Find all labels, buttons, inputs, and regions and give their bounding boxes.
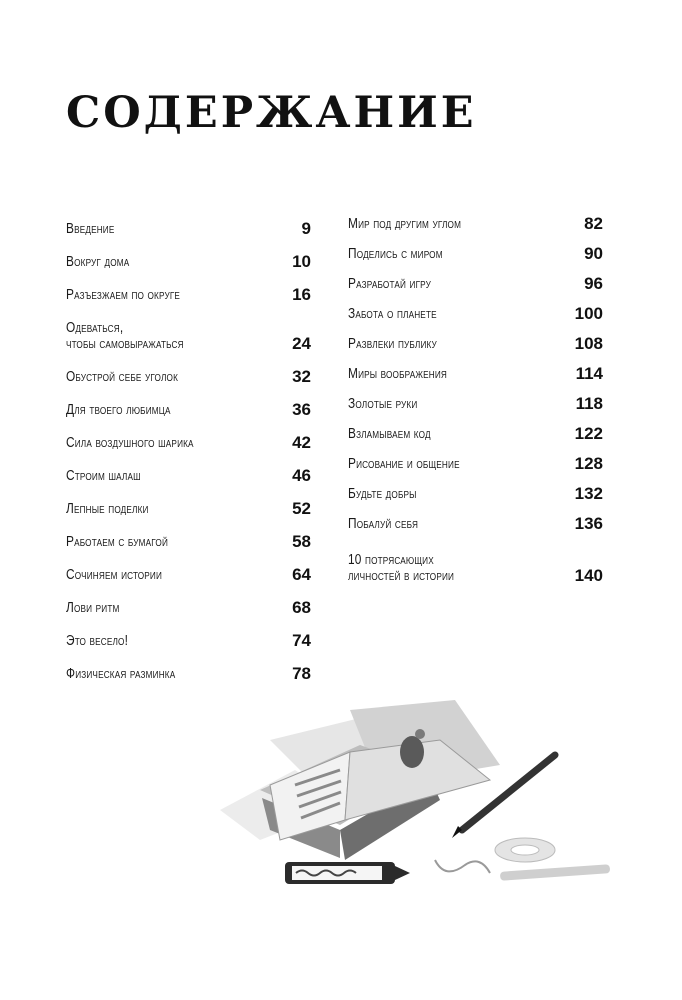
toc-entry-title [66,254,129,276]
toc-entry [66,490,311,523]
toc-right-column [348,208,603,590]
toc-entry-page-number: 68 [292,598,311,617]
toc-entry-page-number: 16 [292,285,311,304]
toc-entry-title [66,221,114,243]
toc-entry-title [348,246,443,268]
toc-entry-page-number: 52 [292,499,311,518]
toc-entry-title [66,633,128,655]
toc-entry-title-line: Разъезжаем по округе [66,287,181,303]
toc-entry-page-number: 128 [574,454,603,473]
toc-entry-page-number: 24 [292,334,311,353]
toc-entry [66,589,311,622]
toc-entry [66,655,311,688]
toc-entry-title [348,396,417,418]
toc-entry-title-line: Работаем с бумагой [66,534,169,550]
toc-left-column [66,210,311,688]
toc-entry [66,457,311,490]
toc-entry-title [348,306,437,328]
toc-entry-page-number: 78 [292,664,311,683]
toc-entry-page-number: 74 [292,631,311,650]
toc-entry [348,328,603,358]
toc-entry [66,523,311,556]
toc-entry [348,538,603,590]
toc-entry-title-line: Забота о планете [348,306,437,322]
toc-entry-page-number: 58 [292,532,311,551]
toc-entry-title-line: личностей в истории [348,568,455,584]
toc-entry-page-number: 82 [584,214,603,233]
toc-entry [66,243,311,276]
toc-entry-title-line: Вокруг дома [66,254,130,270]
toc-entry [66,358,311,391]
toc-entry-page-number: 114 [575,364,603,383]
toc-entry-title-line: Для твоего любимца [66,402,171,418]
toc-entry [348,298,603,328]
toc-entry-title [66,369,178,391]
toc-entry-title [348,366,447,388]
toc-entry-title-line: Миры воображения [348,366,447,382]
toc-entry-title-line: Сочиняем истории [66,567,163,583]
toc-entry-title-line: Обустрой себе уголок [66,369,179,385]
toc-entry-title [348,516,418,538]
notebook-pencil-marker-illustration [200,690,620,900]
toc-entry [348,268,603,298]
toc-entry-title [66,501,149,523]
toc-entry [348,508,603,538]
toc-entry [348,418,603,448]
toc-entry-page-number: 122 [574,424,603,443]
toc-entry-title [66,320,184,358]
toc-entry-title-line: Рисование и общение [348,456,460,472]
toc-entry-page-number: 136 [574,514,603,533]
toc-entry-title-line: Введение [66,221,115,237]
toc-entry-title [66,287,180,309]
toc-entry-title [348,456,460,478]
toc-entry [66,424,311,457]
toc-entry-title [66,468,141,490]
toc-entry-title-line: Лови ритм [66,600,120,616]
toc-entry-page-number: 36 [292,400,311,419]
toc-entry-title-line: Взламываем код [348,426,431,442]
toc-entry-title [66,666,175,688]
toc-entry-title-line: Золотые руки [348,396,418,412]
toc-entry-page-number: 90 [584,244,603,263]
toc-entry-page-number: 108 [574,334,603,353]
toc-entry [66,622,311,655]
toc-entry-page-number: 46 [292,466,311,485]
toc-entry-title-line: Это весело! [66,633,129,649]
toc-entry [348,448,603,478]
toc-entry-title-line: Физическая разминка [66,666,176,682]
toc-entry-page-number: 32 [292,367,311,386]
toc-entry-title-line: Сила воздушного шарика [66,435,194,451]
toc-entry-page-number: 140 [574,566,603,585]
toc-entry-title [348,486,417,508]
toc-entry-title-line: Побалуй себя [348,516,419,532]
toc-entry-title-line: Разработай игру [348,276,432,292]
toc-entry [66,391,311,424]
toc-entry [348,388,603,418]
toc-entry [348,478,603,508]
toc-entry-title [348,216,461,238]
toc-entry-title [348,336,437,358]
toc-entry-title [66,435,194,457]
toc-entry-page-number: 132 [574,484,603,503]
toc-entry-title [348,552,454,590]
toc-entry-title-line: Будьте добры [348,486,417,502]
toc-entry-title [66,567,162,589]
toc-entry-title-line: Строим шалаш [66,468,141,484]
toc-entry-page-number: 96 [584,274,603,293]
toc-entry [66,556,311,589]
toc-entry-page-number: 9 [301,219,311,238]
toc-entry [66,210,311,243]
toc-entry-title-line: Мир под другим углом [348,216,462,232]
toc-entry [348,358,603,388]
toc-entry-title-line: Развлеки публику [348,336,437,352]
toc-entry-page-number: 118 [575,394,603,413]
toc-entry [66,309,311,358]
toc-entry-page-number: 10 [292,252,311,271]
toc-entry-title [66,600,120,622]
toc-entry [348,238,603,268]
toc-entry-title [66,402,171,424]
toc-entry-page-number: 64 [292,565,311,584]
toc-entry-title-line: 10 потрясающих [348,552,434,568]
toc-entry [348,208,603,238]
toc-entry-title-line: Лепные поделки [66,501,149,517]
toc-entry-title-line: чтобы самовыражаться [66,336,184,352]
toc-entry-title-line: Поделись с миром [348,246,443,262]
page-title: СОДЕРЖАНИЕ [66,88,477,138]
toc-entry [66,276,311,309]
toc-entry-page-number: 42 [292,433,311,452]
toc-entry-title-line: Одеваться, [66,320,124,336]
toc-entry-title [348,276,431,298]
toc-entry-page-number: 100 [574,304,603,323]
toc-entry-title [348,426,431,448]
toc-entry-title [66,534,168,556]
